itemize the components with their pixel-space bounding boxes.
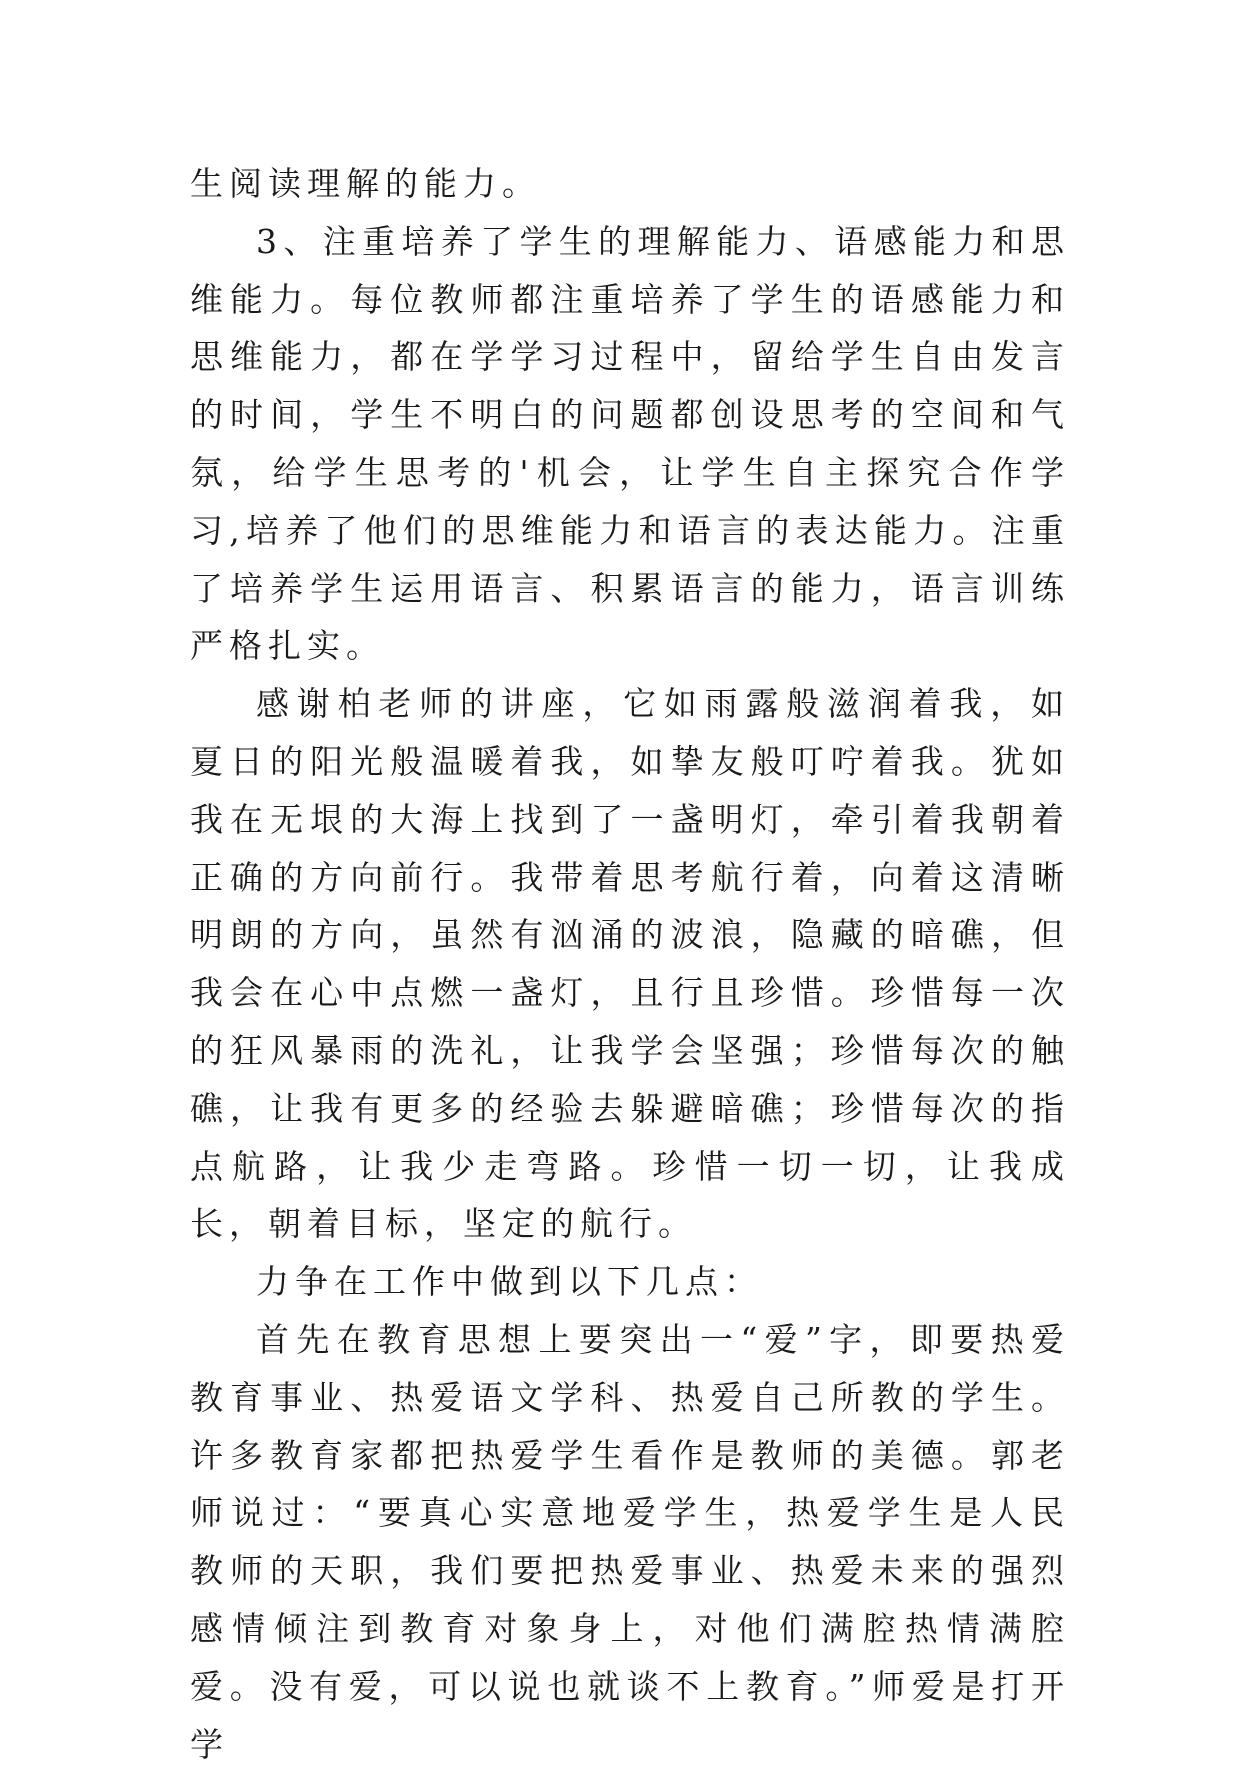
paragraph: 首先在教育思想上要突出一“爱”字，即要热爱教育事业、热爱语文学科、热爱自己所教的学生。许多教育家都把热爱学生看作是教师的美德。郭老师说过：“要真心实意地爱学生，热爱学生是人民教师的天职，我们要把热爱事业、热爱未来的强烈感情倾注到教育对象身上，对他们满腔热情满腔爱。没有爱，可以说也就谈不上教育。”师爱是打开学 [190, 1319, 1070, 1764]
paragraph: 感谢柏老师的讲座，它如雨露般滋润着我，如夏日的阳光般温暖着我，如挚友般叮咛着我。犹如我在无垠的大海上找到了一盏明灯，牵引着我朝着正确的方向前行。我带着思考航行着，向着这清晰明朗的方向，虽然有汹涌的波浪，隐藏的暗礁，但我会在心中点燃一盏灯，且行且珍惜。珍惜每一次的狂风暴雨的洗礼，让我学会坚强；珍惜每次的触礁，让我有更多的经验去躲避暗礁；珍惜每次的指点航路，让我少走弯路。珍惜一切一切，让我成长，朝着目标，坚定的航行。 [190, 684, 1070, 1244]
paragraph: 力争在工作中做到以下几点： [256, 1262, 763, 1302]
paragraph: 3、注重培养了学生的理解能力、语感能力和思维能力。每位教师都注重培养了学生的语感能力和思维能力，都在学学习过程中，留给学生自由发言的时间，学生不明白的问题都创设思考的空间和气氛，给学生思考的'机会，让学生自主探究合作学习,培养了他们的思维能力和语言的表达能力。注重了培养学生运用语言、积累语言的能力，语言训练严格扎实。 [190, 221, 1070, 666]
document-body [190, 155, 1070, 1773]
paragraph: 生阅读理解的能力。 [190, 164, 541, 203]
